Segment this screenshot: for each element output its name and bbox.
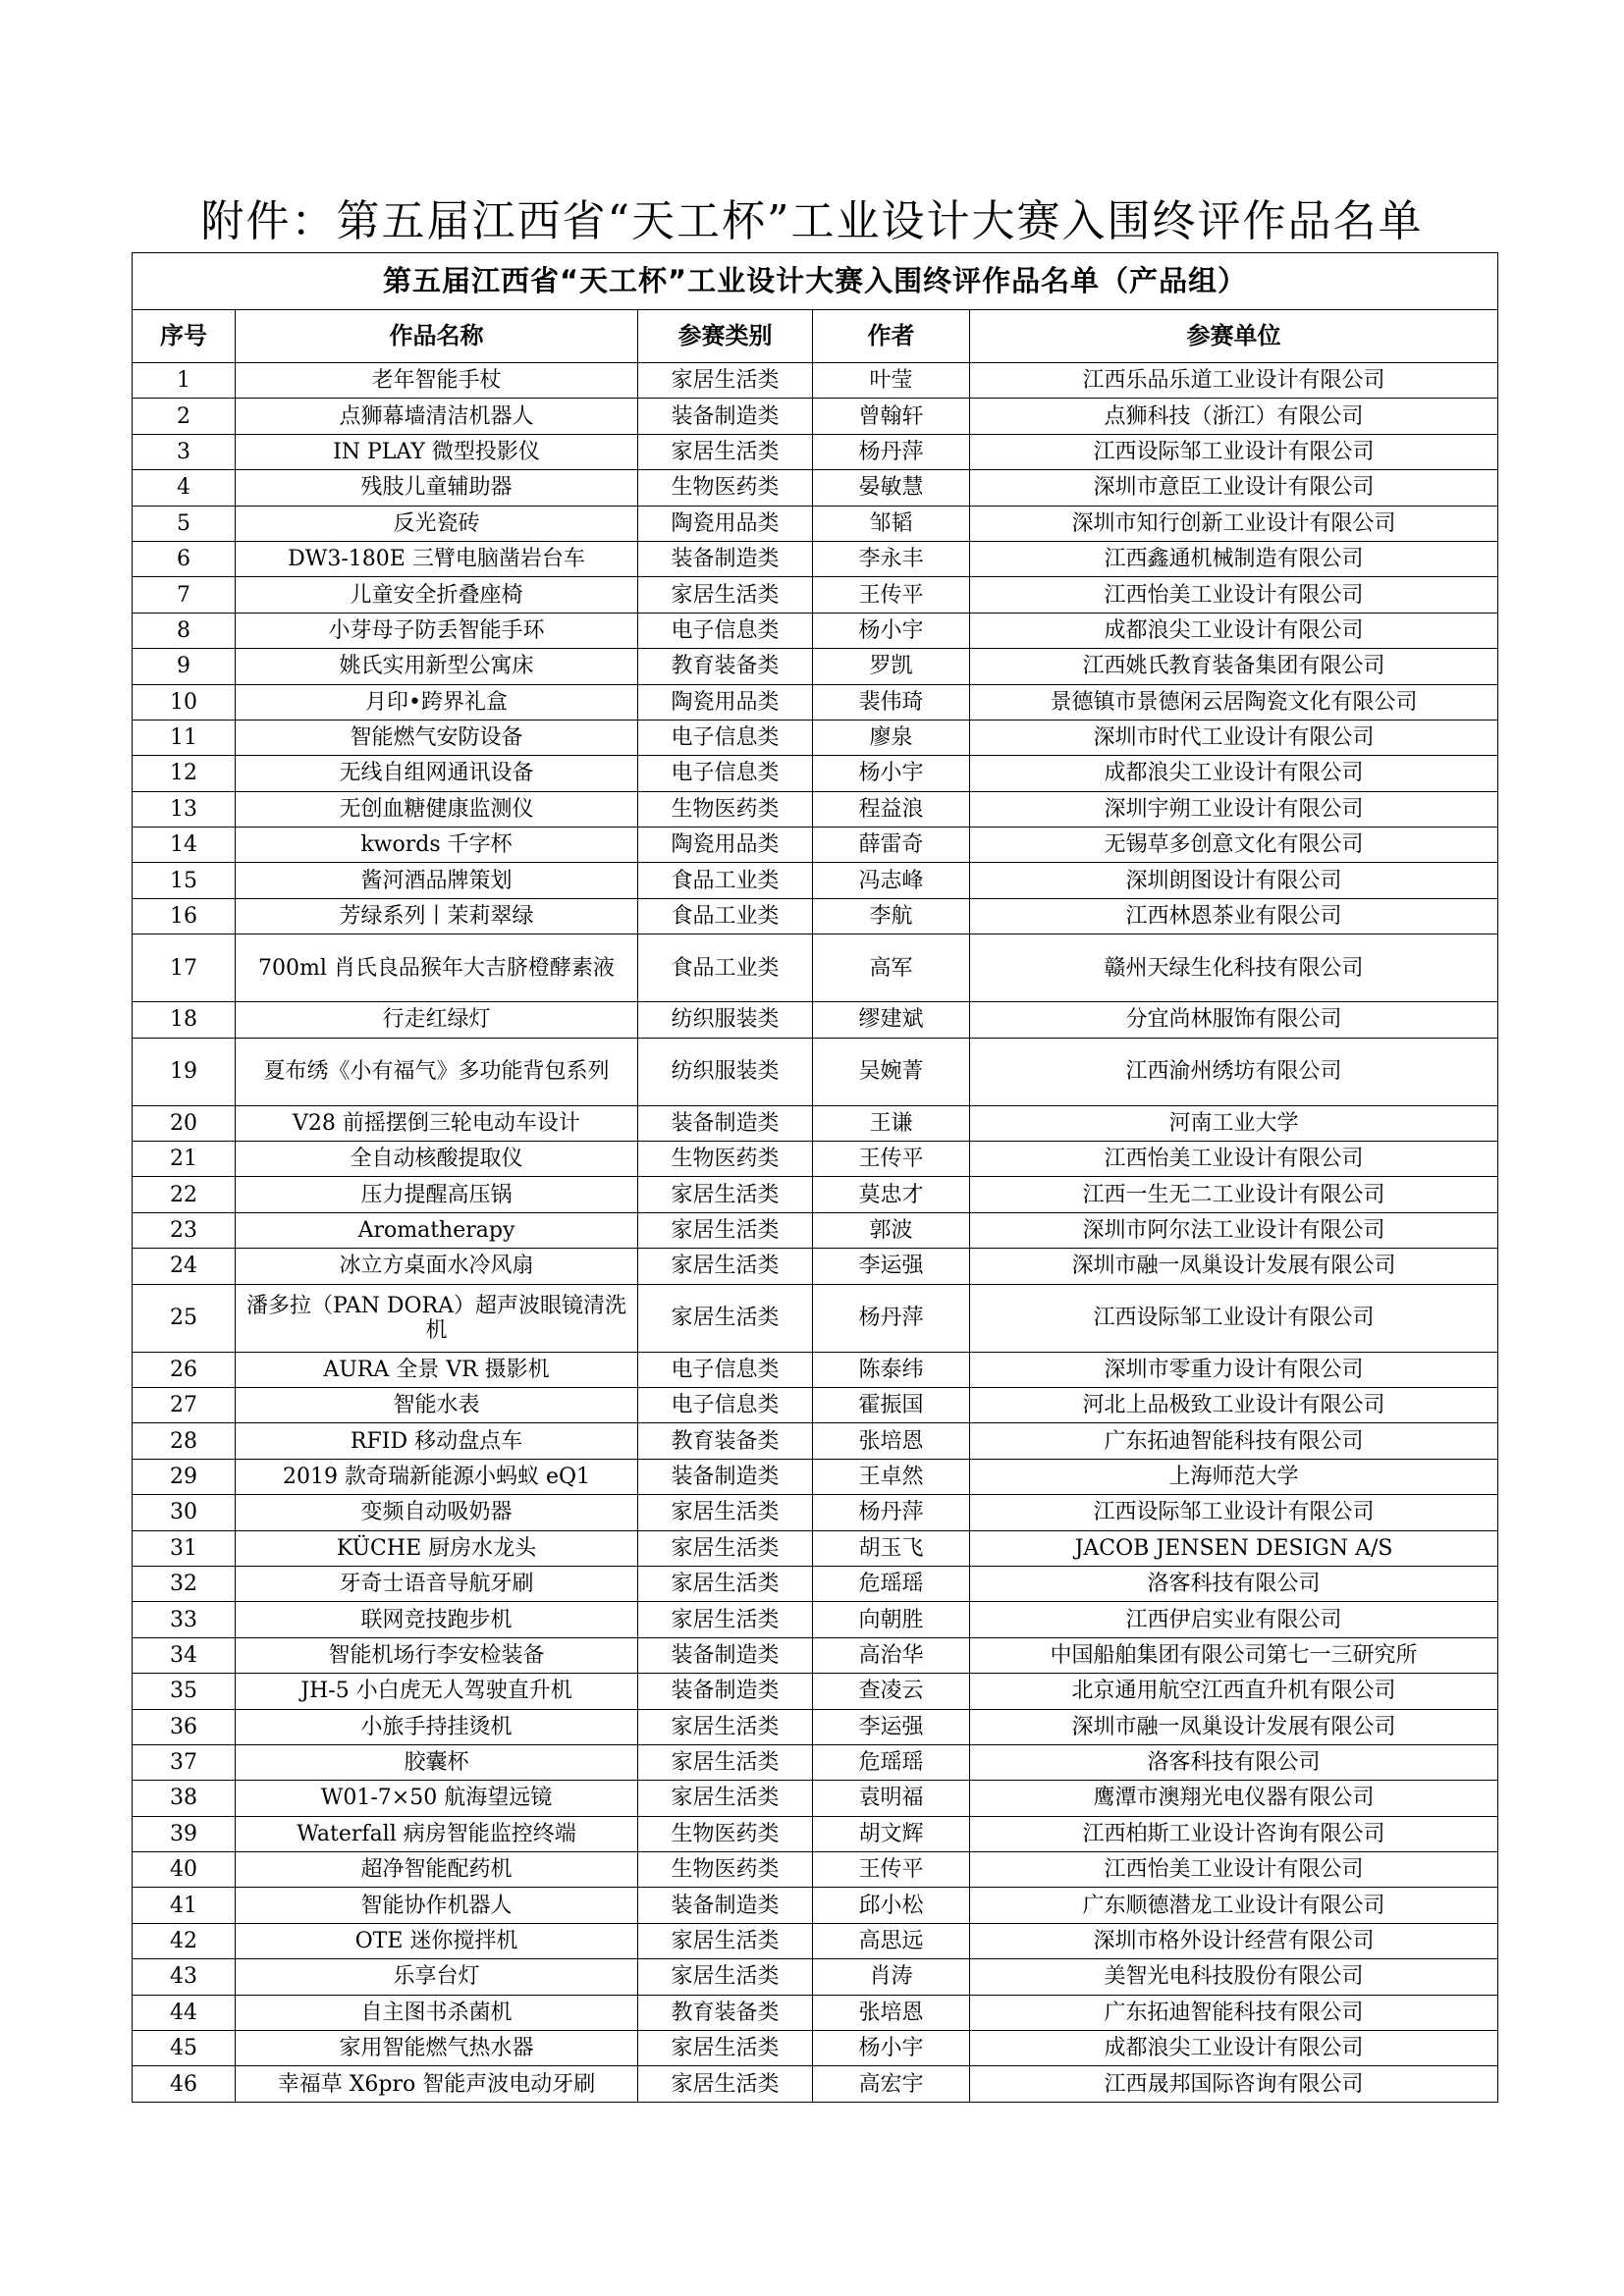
cell-category: 食品工业类 [638, 863, 813, 898]
cell-organization: 江西怡美工业设计有限公司 [970, 1852, 1498, 1888]
cell-category: 电子信息类 [638, 613, 813, 648]
cell-work-name: V28 前摇摆倒三轮电动车设计 [236, 1105, 638, 1141]
table-row [133, 1744, 1498, 1780]
table-row [133, 1459, 1498, 1494]
cell-author: 王传平 [813, 577, 970, 613]
table-row [133, 1995, 1498, 2030]
cell-work-name: RFID 移动盘点车 [236, 1423, 638, 1459]
table-row [133, 1249, 1498, 1284]
table-caption: 第五届江西省“天工杯”工业设计大赛入围终评作品名单（产品组） [133, 253, 1498, 310]
cell-work-name: IN PLAY 微型投影仪 [236, 434, 638, 469]
cell-work-name: 智能燃气安防设备 [236, 720, 638, 755]
cell-organization: 成都浪尖工业设计有限公司 [970, 613, 1498, 648]
cell-index: 34 [133, 1637, 236, 1673]
cell-category: 家居生活类 [638, 1709, 813, 1744]
cell-organization: 深圳市意臣工业设计有限公司 [970, 470, 1498, 506]
cell-index: 36 [133, 1709, 236, 1744]
cell-category: 家居生活类 [638, 1781, 813, 1816]
cell-author: 程益浪 [813, 791, 970, 827]
cell-category: 生物医药类 [638, 1816, 813, 1851]
cell-organization: 洛客科技有限公司 [970, 1744, 1498, 1780]
cell-author: 杨小宇 [813, 2031, 970, 2066]
cell-author: 高宏宇 [813, 2066, 970, 2102]
cell-work-name: 反光瓷砖 [236, 506, 638, 541]
cell-author: 王谦 [813, 1105, 970, 1141]
cell-organization: 美智光电科技股份有限公司 [970, 1959, 1498, 1995]
cell-index: 35 [133, 1674, 236, 1709]
cell-organization: 深圳市阿尔法工业设计有限公司 [970, 1212, 1498, 1248]
cell-author: 廖泉 [813, 720, 970, 755]
cell-index: 45 [133, 2031, 236, 2066]
cell-organization: 深圳宇朔工业设计有限公司 [970, 791, 1498, 827]
cell-work-name: 儿童安全折叠座椅 [236, 577, 638, 613]
cell-author: 王传平 [813, 1852, 970, 1888]
cell-work-name: 乐享台灯 [236, 1959, 638, 1995]
cell-index: 27 [133, 1387, 236, 1422]
cell-organization: 江西怡美工业设计有限公司 [970, 577, 1498, 613]
cell-work-name: Aromatherapy [236, 1212, 638, 1248]
cell-work-name: KÜCHE 厨房水龙头 [236, 1530, 638, 1566]
cell-index: 46 [133, 2066, 236, 2102]
header-organization: 参赛单位 [970, 310, 1498, 363]
cell-work-name: 冰立方桌面水冷风扇 [236, 1249, 638, 1284]
cell-category: 家居生活类 [638, 1959, 813, 1995]
table-row [133, 363, 1498, 399]
cell-author: 邹韬 [813, 506, 970, 541]
cell-author: 向朝胜 [813, 1602, 970, 1637]
cell-author: 危瑶瑶 [813, 1744, 970, 1780]
cell-index: 33 [133, 1602, 236, 1637]
cell-work-name: OTE 迷你搅拌机 [236, 1923, 638, 1958]
finalist-table [132, 252, 1498, 2103]
cell-category: 家居生活类 [638, 434, 813, 469]
cell-author: 杨丹萍 [813, 1495, 970, 1530]
cell-author: 张培恩 [813, 1995, 970, 2030]
cell-author: 杨小宇 [813, 756, 970, 791]
table-row [133, 1212, 1498, 1248]
cell-organization: 鹰潭市澳翔光电仪器有限公司 [970, 1781, 1498, 1816]
cell-work-name: 胶囊杯 [236, 1744, 638, 1780]
cell-index: 37 [133, 1744, 236, 1780]
cell-work-name: JH-5 小白虎无人驾驶直升机 [236, 1674, 638, 1709]
cell-author: 李运强 [813, 1709, 970, 1744]
table-row [133, 898, 1498, 934]
cell-index: 12 [133, 756, 236, 791]
cell-organization: 成都浪尖工业设计有限公司 [970, 756, 1498, 791]
cell-author: 薛雷奇 [813, 828, 970, 863]
cell-index: 31 [133, 1530, 236, 1566]
cell-organization: 景德镇市景德闲云居陶瓷文化有限公司 [970, 684, 1498, 720]
cell-index: 23 [133, 1212, 236, 1248]
table-row [133, 1674, 1498, 1709]
cell-work-name: 联网竞技跑步机 [236, 1602, 638, 1637]
cell-organization: 江西一生无二工业设计有限公司 [970, 1177, 1498, 1212]
cell-work-name: 幸福草 X6pro 智能声波电动牙刷 [236, 2066, 638, 2102]
cell-category: 装备制造类 [638, 1637, 813, 1673]
cell-organization: 成都浪尖工业设计有限公司 [970, 2031, 1498, 2066]
cell-author: 胡玉飞 [813, 1530, 970, 1566]
table-row [133, 756, 1498, 791]
cell-index: 32 [133, 1566, 236, 1601]
cell-index: 18 [133, 1002, 236, 1038]
header-author: 作者 [813, 310, 970, 363]
cell-author: 冯志峰 [813, 863, 970, 898]
cell-index: 3 [133, 434, 236, 469]
cell-author: 曾翰轩 [813, 399, 970, 434]
table-row [133, 2066, 1498, 2102]
table-row [133, 1923, 1498, 1958]
cell-organization: 广东拓迪智能科技有限公司 [970, 1423, 1498, 1459]
cell-author: 肖涛 [813, 1959, 970, 1995]
table-row [133, 863, 1498, 898]
cell-index: 28 [133, 1423, 236, 1459]
cell-index: 4 [133, 470, 236, 506]
cell-category: 教育装备类 [638, 1423, 813, 1459]
cell-work-name: 无线自组网通讯设备 [236, 756, 638, 791]
cell-organization: 河南工业大学 [970, 1105, 1498, 1141]
table-row [133, 1852, 1498, 1888]
table-row [133, 541, 1498, 576]
cell-work-name: 超净智能配药机 [236, 1852, 638, 1888]
cell-category: 纺织服装类 [638, 1038, 813, 1105]
table-body [133, 363, 1498, 2103]
cell-index: 43 [133, 1959, 236, 1995]
header-category: 参赛类别 [638, 310, 813, 363]
cell-organization: 江西伊启实业有限公司 [970, 1602, 1498, 1637]
cell-index: 7 [133, 577, 236, 613]
cell-category: 生物医药类 [638, 470, 813, 506]
header-work-name: 作品名称 [236, 310, 638, 363]
cell-organization: 江西晟邦国际咨询有限公司 [970, 2066, 1498, 2102]
table-row [133, 1959, 1498, 1995]
table-row [133, 1566, 1498, 1601]
cell-author: 裴伟琦 [813, 684, 970, 720]
cell-work-name: 家用智能燃气热水器 [236, 2031, 638, 2066]
cell-index: 29 [133, 1459, 236, 1494]
cell-organization: 上海师范大学 [970, 1459, 1498, 1494]
table-row [133, 1002, 1498, 1038]
cell-category: 生物医药类 [638, 1142, 813, 1177]
cell-index: 2 [133, 399, 236, 434]
cell-category: 纺织服装类 [638, 1002, 813, 1038]
cell-category: 家居生活类 [638, 1744, 813, 1780]
cell-author: 晏敏慧 [813, 470, 970, 506]
cell-category: 陶瓷用品类 [638, 506, 813, 541]
cell-author: 李永丰 [813, 541, 970, 576]
cell-category: 家居生活类 [638, 1923, 813, 1958]
table-row [133, 1177, 1498, 1212]
cell-category: 电子信息类 [638, 756, 813, 791]
cell-category: 家居生活类 [638, 1495, 813, 1530]
cell-index: 24 [133, 1249, 236, 1284]
cell-index: 42 [133, 1923, 236, 1958]
table-row [133, 1038, 1498, 1105]
cell-author: 王卓然 [813, 1459, 970, 1494]
cell-author: 吴婉菁 [813, 1038, 970, 1105]
cell-author: 高思远 [813, 1923, 970, 1958]
cell-organization: 江西设际邹工业设计有限公司 [970, 434, 1498, 469]
cell-index: 20 [133, 1105, 236, 1141]
table-row [133, 1387, 1498, 1422]
cell-index: 22 [133, 1177, 236, 1212]
cell-author: 莫忠才 [813, 1177, 970, 1212]
cell-work-name: 全自动核酸提取仪 [236, 1142, 638, 1177]
cell-organization: 洛客科技有限公司 [970, 1566, 1498, 1601]
cell-category: 装备制造类 [638, 1888, 813, 1923]
cell-organization: 深圳市融一凤巢设计发展有限公司 [970, 1709, 1498, 1744]
cell-organization: 江西怡美工业设计有限公司 [970, 1142, 1498, 1177]
cell-index: 11 [133, 720, 236, 755]
cell-category: 装备制造类 [638, 1105, 813, 1141]
cell-index: 39 [133, 1816, 236, 1851]
cell-work-name: 无创血糖健康监测仪 [236, 791, 638, 827]
cell-author: 高治华 [813, 1637, 970, 1673]
cell-work-name: 智能机场行李安检装备 [236, 1637, 638, 1673]
cell-organization: 分宜尚林服饰有限公司 [970, 1002, 1498, 1038]
table-row [133, 684, 1498, 720]
cell-category: 家居生活类 [638, 1566, 813, 1601]
table-row [133, 1284, 1498, 1352]
cell-author: 袁明福 [813, 1781, 970, 1816]
cell-organization: JACOB JENSEN DESIGN A/S [970, 1530, 1498, 1566]
table-row [133, 399, 1498, 434]
cell-organization: 深圳市零重力设计有限公司 [970, 1352, 1498, 1387]
table-row [133, 470, 1498, 506]
cell-index: 40 [133, 1852, 236, 1888]
cell-index: 26 [133, 1352, 236, 1387]
cell-category: 装备制造类 [638, 1459, 813, 1494]
cell-category: 家居生活类 [638, 363, 813, 399]
cell-author: 高军 [813, 934, 970, 1002]
cell-organization: 江西林恩茶业有限公司 [970, 898, 1498, 934]
cell-organization: 江西柏斯工业设计咨询有限公司 [970, 1816, 1498, 1851]
cell-work-name: 残肢儿童辅助器 [236, 470, 638, 506]
table-row [133, 577, 1498, 613]
cell-category: 电子信息类 [638, 1387, 813, 1422]
cell-index: 44 [133, 1995, 236, 2030]
cell-category: 家居生活类 [638, 1530, 813, 1566]
cell-work-name: 700ml 肖氏良品猴年大吉脐橙酵素液 [236, 934, 638, 1002]
cell-category: 装备制造类 [638, 399, 813, 434]
cell-index: 16 [133, 898, 236, 934]
cell-work-name: 酱河酒品牌策划 [236, 863, 638, 898]
cell-organization: 深圳市格外设计经营有限公司 [970, 1923, 1498, 1958]
cell-work-name: 2019 款奇瑞新能源小蚂蚁 eQ1 [236, 1459, 638, 1494]
cell-author: 胡文辉 [813, 1816, 970, 1851]
cell-author: 张培恩 [813, 1423, 970, 1459]
cell-author: 查凌云 [813, 1674, 970, 1709]
cell-organization: 江西设际邹工业设计有限公司 [970, 1284, 1498, 1352]
cell-organization: 江西乐品乐道工业设计有限公司 [970, 363, 1498, 399]
cell-organization: 广东拓迪智能科技有限公司 [970, 1995, 1498, 2030]
cell-author: 霍振国 [813, 1387, 970, 1422]
cell-work-name: 夏布绣《小有福气》多功能背包系列 [236, 1038, 638, 1105]
cell-index: 15 [133, 863, 236, 898]
table-row [133, 613, 1498, 648]
cell-work-name: 自主图书杀菌机 [236, 1995, 638, 2030]
cell-category: 家居生活类 [638, 2066, 813, 2102]
cell-work-name: Waterfall 病房智能监控终端 [236, 1816, 638, 1851]
cell-organization: 中国船舶集团有限公司第七一三研究所 [970, 1637, 1498, 1673]
cell-work-name: 智能水表 [236, 1387, 638, 1422]
table-row [133, 1423, 1498, 1459]
table-row [133, 791, 1498, 827]
cell-author: 李运强 [813, 1249, 970, 1284]
cell-index: 1 [133, 363, 236, 399]
table-row [133, 1105, 1498, 1141]
table-row [133, 828, 1498, 863]
table-row [133, 649, 1498, 684]
cell-index: 14 [133, 828, 236, 863]
cell-index: 41 [133, 1888, 236, 1923]
cell-index: 13 [133, 791, 236, 827]
cell-author: 李航 [813, 898, 970, 934]
cell-work-name: 姚氏实用新型公寓床 [236, 649, 638, 684]
cell-author: 危瑶瑶 [813, 1566, 970, 1601]
cell-organization: 河北上品极致工业设计有限公司 [970, 1387, 1498, 1422]
table-row [133, 1637, 1498, 1673]
cell-category: 家居生活类 [638, 1177, 813, 1212]
cell-category: 食品工业类 [638, 898, 813, 934]
cell-index: 6 [133, 541, 236, 576]
cell-category: 家居生活类 [638, 1212, 813, 1248]
cell-category: 装备制造类 [638, 1674, 813, 1709]
cell-category: 家居生活类 [638, 1602, 813, 1637]
cell-author: 罗凯 [813, 649, 970, 684]
table-row [133, 1781, 1498, 1816]
table-row [133, 1530, 1498, 1566]
cell-author: 杨小宇 [813, 613, 970, 648]
cell-category: 食品工业类 [638, 934, 813, 1002]
table-row [133, 1709, 1498, 1744]
cell-work-name: 老年智能手杖 [236, 363, 638, 399]
cell-organization: 赣州天绿生化科技有限公司 [970, 934, 1498, 1002]
cell-work-name: 点狮幕墙清洁机器人 [236, 399, 638, 434]
cell-author: 邱小松 [813, 1888, 970, 1923]
table-row [133, 434, 1498, 469]
table-row [133, 1495, 1498, 1530]
table-header-row [133, 310, 1498, 363]
cell-work-name: 压力提醒高压锅 [236, 1177, 638, 1212]
cell-work-name: 智能协作机器人 [236, 1888, 638, 1923]
cell-organization: 深圳市时代工业设计有限公司 [970, 720, 1498, 755]
cell-author: 王传平 [813, 1142, 970, 1177]
cell-category: 家居生活类 [638, 577, 813, 613]
cell-category: 陶瓷用品类 [638, 684, 813, 720]
cell-index: 38 [133, 1781, 236, 1816]
cell-work-name: 牙奇士语音导航牙刷 [236, 1566, 638, 1601]
cell-author: 叶莹 [813, 363, 970, 399]
document-title: 附件：第五届江西省“天工杯”工业设计大赛入围终评作品名单 [200, 196, 1424, 246]
table-row [133, 506, 1498, 541]
cell-category: 家居生活类 [638, 2031, 813, 2066]
cell-category: 教育装备类 [638, 649, 813, 684]
cell-category: 家居生活类 [638, 1249, 813, 1284]
table-row [133, 2031, 1498, 2066]
table-caption-row [133, 253, 1498, 310]
cell-index: 25 [133, 1284, 236, 1352]
table-row [133, 1888, 1498, 1923]
table-row [133, 720, 1498, 755]
cell-organization: 深圳市知行创新工业设计有限公司 [970, 506, 1498, 541]
table-row [133, 1816, 1498, 1851]
cell-index: 8 [133, 613, 236, 648]
cell-category: 生物医药类 [638, 791, 813, 827]
cell-index: 19 [133, 1038, 236, 1105]
cell-author: 杨丹萍 [813, 1284, 970, 1352]
cell-work-name: 小旅手持挂烫机 [236, 1709, 638, 1744]
cell-organization: 江西姚氏教育装备集团有限公司 [970, 649, 1498, 684]
cell-work-name: 芳绿系列丨茉莉翠绿 [236, 898, 638, 934]
cell-author: 郭波 [813, 1212, 970, 1248]
cell-work-name: DW3-180E 三臂电脑凿岩台车 [236, 541, 638, 576]
cell-index: 5 [133, 506, 236, 541]
cell-work-name: 月印•跨界礼盒 [236, 684, 638, 720]
cell-work-name: W01-7×50 航海望远镜 [236, 1781, 638, 1816]
cell-organization: 江西渝州绣坊有限公司 [970, 1038, 1498, 1105]
table-row [133, 1602, 1498, 1637]
cell-work-name: AURA 全景 VR 摄影机 [236, 1352, 638, 1387]
cell-organization: 北京通用航空江西直升机有限公司 [970, 1674, 1498, 1709]
cell-category: 电子信息类 [638, 720, 813, 755]
cell-category: 陶瓷用品类 [638, 828, 813, 863]
header-index: 序号 [133, 310, 236, 363]
cell-author: 陈泰纬 [813, 1352, 970, 1387]
cell-author: 杨丹萍 [813, 434, 970, 469]
cell-index: 10 [133, 684, 236, 720]
cell-work-name: kwords 千字杯 [236, 828, 638, 863]
cell-index: 30 [133, 1495, 236, 1530]
cell-work-name: 小芽母子防丢智能手环 [236, 613, 638, 648]
cell-category: 装备制造类 [638, 541, 813, 576]
table-row [133, 1142, 1498, 1177]
cell-work-name: 潘多拉（PAN DORA）超声波眼镜清洗机 [236, 1284, 638, 1352]
cell-organization: 深圳市融一凤巢设计发展有限公司 [970, 1249, 1498, 1284]
cell-work-name: 变频自动吸奶器 [236, 1495, 638, 1530]
cell-author: 缪建斌 [813, 1002, 970, 1038]
cell-category: 生物医药类 [638, 1852, 813, 1888]
cell-organization: 广东顺德潜龙工业设计有限公司 [970, 1888, 1498, 1923]
cell-work-name: 行走红绿灯 [236, 1002, 638, 1038]
table-row [133, 934, 1498, 1002]
cell-organization: 点狮科技（浙江）有限公司 [970, 399, 1498, 434]
cell-organization: 江西设际邹工业设计有限公司 [970, 1495, 1498, 1530]
cell-category: 教育装备类 [638, 1995, 813, 2030]
cell-index: 21 [133, 1142, 236, 1177]
cell-category: 家居生活类 [638, 1284, 813, 1352]
cell-index: 9 [133, 649, 236, 684]
cell-organization: 江西鑫通机械制造有限公司 [970, 541, 1498, 576]
table-row [133, 1352, 1498, 1387]
cell-organization: 深圳朗图设计有限公司 [970, 863, 1498, 898]
cell-category: 电子信息类 [638, 1352, 813, 1387]
cell-index: 17 [133, 934, 236, 1002]
cell-organization: 无锡草多创意文化有限公司 [970, 828, 1498, 863]
